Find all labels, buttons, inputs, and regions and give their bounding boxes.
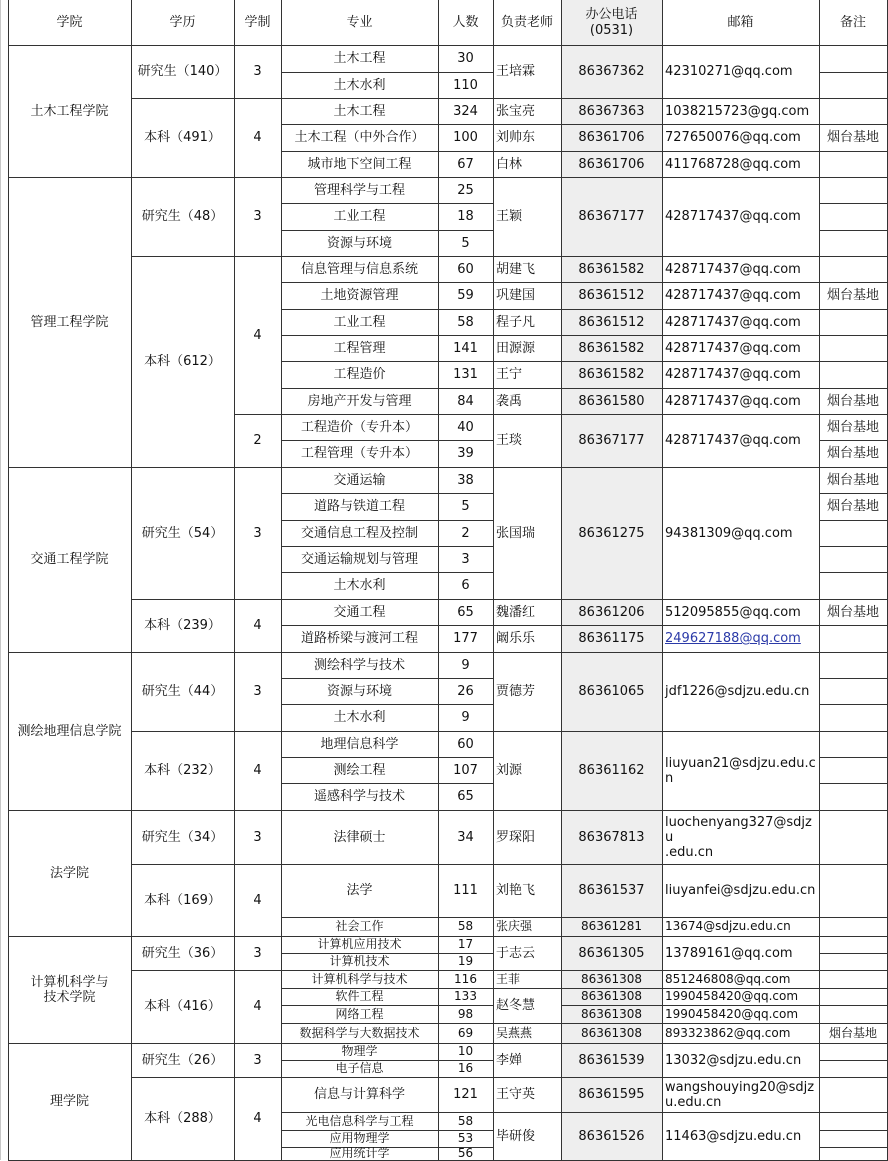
count-cell: 6 <box>461 578 470 593</box>
email-cell: 13789161@qq.com <box>665 945 793 961</box>
major-cell: 计算机技术 <box>329 954 390 968</box>
count-cell: 10 <box>457 1044 474 1058</box>
note-cell <box>819 864 887 917</box>
phone-cell: 86361175 <box>578 631 645 646</box>
note-cell <box>819 953 887 970</box>
note-cell <box>819 1043 887 1060</box>
teacher-cell: 田源源 <box>496 340 536 356</box>
phone-cell: 86361275 <box>578 525 645 541</box>
email-cell: 428717437@qq.com <box>665 209 801 224</box>
years-cell: 3 <box>253 1052 262 1068</box>
major-cell: 应用物理学 <box>329 1131 390 1145</box>
header-years: 学制 <box>244 15 271 30</box>
phone-cell: 86361706 <box>578 156 645 172</box>
count-cell: 69 <box>457 1025 474 1040</box>
email-cell: 893323862@qq.com <box>665 1025 791 1040</box>
count-cell: 111 <box>453 883 478 898</box>
major-cell: 测绘工程 <box>333 762 386 778</box>
major-cell: 工程造价（专升本） <box>300 419 418 435</box>
note-cell <box>819 45 887 72</box>
count-cell: 34 <box>457 829 474 845</box>
teacher-cell: 赵冬慧 <box>496 998 536 1013</box>
count-cell: 65 <box>457 789 474 804</box>
note-cell <box>819 177 887 203</box>
years-cell: 3 <box>253 525 262 541</box>
count-cell: 107 <box>453 762 478 778</box>
college-cell: 土木工程学院 <box>30 103 109 119</box>
email-cell: wangshouying20@sdjz u.edu.cn <box>665 1079 815 1110</box>
major-cell: 法学 <box>346 883 373 898</box>
count-cell: 65 <box>457 604 474 620</box>
phone-cell: 86367177 <box>578 209 645 224</box>
count-cell: 58 <box>457 919 474 933</box>
teacher-cell: 张宝亮 <box>496 103 536 119</box>
teacher-cell: 张庆强 <box>496 919 533 933</box>
phone-cell: 86361206 <box>578 604 645 620</box>
count-cell: 141 <box>453 340 478 356</box>
major-cell: 土木工程（中外合作） <box>294 130 425 145</box>
major-cell: 网络工程 <box>335 1006 384 1021</box>
teacher-cell: 王菲 <box>496 971 521 986</box>
years-cell: 4 <box>253 892 262 908</box>
header-email: 邮箱 <box>727 15 754 30</box>
note-cell <box>819 678 887 704</box>
teacher-cell: 王宁 <box>496 367 523 382</box>
major-cell: 土木水利 <box>333 710 386 725</box>
phone-cell: 86361308 <box>580 971 643 986</box>
note-cell: 烟台基地 <box>826 288 879 303</box>
count-cell: 39 <box>457 446 474 461</box>
phone-cell: 86361582 <box>578 367 645 382</box>
teacher-cell: 罗琛阳 <box>496 829 536 845</box>
level-cell: 本科（239） <box>144 618 221 633</box>
note-cell: 烟台基地 <box>828 1025 877 1040</box>
major-cell: 资源与环境 <box>326 235 392 251</box>
note-cell: 烟台基地 <box>826 604 879 620</box>
major-cell: 光电信息科学与工程 <box>305 1113 414 1128</box>
count-cell: 324 <box>453 103 478 119</box>
phone-cell: 86361512 <box>578 288 645 303</box>
phone-cell: 86361512 <box>578 314 645 330</box>
note-cell <box>819 1130 887 1147</box>
count-cell: 16 <box>457 1061 474 1075</box>
major-cell: 计算机科学与技术 <box>311 971 408 986</box>
major-cell: 土地资源管理 <box>320 288 399 303</box>
count-cell: 19 <box>457 954 474 968</box>
major-cell: 工业工程 <box>333 209 386 224</box>
note-cell <box>819 151 887 177</box>
email-cell: 11463@sdjzu.edu.cn <box>665 1128 802 1144</box>
note-cell <box>819 936 887 953</box>
teacher-cell: 刘帅东 <box>496 130 536 145</box>
major-cell: 工程造价 <box>333 367 386 382</box>
college-cell: 理学院 <box>49 1094 89 1109</box>
email-cell[interactable]: 249627188@qq.com <box>665 631 801 646</box>
level-cell: 本科（288） <box>144 1111 221 1126</box>
teacher-cell: 于志云 <box>496 945 536 961</box>
note-cell <box>819 309 887 335</box>
major-cell: 社会工作 <box>335 919 384 933</box>
phone-cell: 86361706 <box>578 130 645 145</box>
level-cell: 研究生（48） <box>141 209 224 224</box>
major-cell: 交通运输 <box>333 472 386 488</box>
count-cell: 3 <box>461 551 470 567</box>
count-cell: 17 <box>457 937 474 951</box>
teacher-cell: 刘源 <box>496 763 523 778</box>
count-cell: 40 <box>457 419 474 435</box>
grid-line <box>281 0 282 1160</box>
major-cell: 房地产开发与管理 <box>307 393 412 409</box>
count-cell: 18 <box>457 209 474 224</box>
teacher-cell: 王琰 <box>496 433 523 448</box>
phone-cell: 86361539 <box>578 1052 645 1068</box>
count-cell: 177 <box>453 631 478 646</box>
note-cell <box>819 203 887 230</box>
level-cell: 研究生（54） <box>141 525 224 541</box>
major-cell: 工程管理（专升本） <box>300 446 418 461</box>
years-cell: 2 <box>253 433 262 448</box>
major-cell: 物理学 <box>341 1044 378 1058</box>
grid-line <box>561 0 562 1160</box>
major-cell: 应用统计学 <box>329 1147 390 1160</box>
phone-cell: 86361595 <box>578 1087 645 1102</box>
level-cell: 本科（169） <box>144 892 221 908</box>
count-cell: 67 <box>457 156 474 172</box>
years-cell: 4 <box>253 1111 262 1126</box>
note-cell <box>819 970 887 988</box>
years-cell: 3 <box>253 684 262 699</box>
college-cell: 计算机科学与 技术学院 <box>30 974 109 1005</box>
college-cell: 测绘地理信息学院 <box>17 723 122 739</box>
grid-line <box>438 0 439 1160</box>
note-cell: 烟台基地 <box>826 130 879 145</box>
years-cell: 4 <box>253 618 262 633</box>
count-cell: 121 <box>453 1087 478 1102</box>
years-cell: 3 <box>253 209 262 224</box>
email-cell: 1990458420@qq.com <box>665 1006 799 1021</box>
phone-cell: 86361582 <box>578 261 645 277</box>
teacher-cell: 毕研俊 <box>496 1128 536 1144</box>
note-cell <box>819 783 887 810</box>
years-cell: 4 <box>253 763 262 778</box>
note-cell: 烟台基地 <box>826 393 879 409</box>
grid-line <box>0 0 1 1160</box>
note-cell <box>819 546 887 572</box>
email-cell: 428717437@qq.com <box>665 288 801 303</box>
teacher-cell: 张国瑞 <box>496 525 536 541</box>
grid-line <box>662 0 663 1160</box>
teacher-cell: 白林 <box>496 156 523 172</box>
note-cell <box>819 1147 887 1160</box>
email-cell: 727650076@qq.com <box>665 130 801 145</box>
major-cell: 信息与计算科学 <box>313 1087 405 1102</box>
header-college: 学院 <box>56 15 83 30</box>
teacher-cell: 巩建国 <box>496 288 536 303</box>
count-cell: 98 <box>457 1006 474 1021</box>
grid-line <box>493 0 494 1160</box>
major-cell: 电子信息 <box>335 1061 384 1075</box>
level-cell: 本科（491） <box>144 130 221 145</box>
count-cell: 60 <box>457 736 474 752</box>
major-cell: 交通工程 <box>333 604 386 620</box>
email-cell: 428717437@qq.com <box>665 261 801 277</box>
phone-cell: 86361305 <box>578 945 645 961</box>
major-cell: 数据科学与大数据技术 <box>299 1025 420 1040</box>
major-cell: 工程管理 <box>333 340 386 356</box>
count-cell: 110 <box>453 77 478 93</box>
major-cell: 测绘科学与技术 <box>313 657 405 673</box>
phone-cell: 86361308 <box>580 989 643 1003</box>
count-cell: 58 <box>457 1113 474 1128</box>
header-teacher: 负责老师 <box>500 15 553 30</box>
note-cell <box>819 731 887 757</box>
email-cell: 512095855@qq.com <box>665 604 801 620</box>
header-major: 专业 <box>346 15 373 30</box>
years-cell: 3 <box>253 64 262 79</box>
college-cell: 交通工程学院 <box>30 552 109 567</box>
phone-cell: 86361580 <box>578 393 645 409</box>
phone-cell: 86367362 <box>578 64 645 79</box>
teacher-cell: 袭禹 <box>496 393 523 409</box>
phone-cell: 86367363 <box>578 103 645 119</box>
email-cell: 428717437@qq.com <box>665 340 801 356</box>
note-cell <box>819 256 887 282</box>
email-cell: 1038215723@gq.com <box>665 103 810 119</box>
major-cell: 道路桥梁与渡河工程 <box>300 631 418 646</box>
major-cell: 遥感科学与技术 <box>313 789 405 804</box>
note-cell <box>819 335 887 361</box>
count-cell: 58 <box>457 314 474 330</box>
level-cell: 本科（416） <box>144 999 221 1014</box>
level-cell: 研究生（140） <box>137 64 228 79</box>
note-cell <box>819 652 887 678</box>
email-cell: 851246808@qq.com <box>665 971 791 986</box>
note-cell <box>819 98 887 124</box>
major-cell: 计算机应用技术 <box>317 937 402 951</box>
count-cell: 56 <box>457 1147 474 1160</box>
count-cell: 26 <box>457 683 474 699</box>
count-cell: 60 <box>457 261 474 277</box>
teacher-cell: 程子凡 <box>496 314 536 330</box>
email-cell: 13032@sdjzu.edu.cn <box>665 1052 802 1068</box>
teacher-cell: 阚乐乐 <box>496 631 536 646</box>
note-cell <box>819 361 887 388</box>
phone-cell: 86361162 <box>578 763 645 778</box>
count-cell: 38 <box>457 472 474 488</box>
level-cell: 研究生（36） <box>141 945 224 961</box>
email-cell: 411768728@qq.com <box>665 156 801 172</box>
phone-cell: 86367813 <box>578 829 645 845</box>
teacher-cell: 刘艳飞 <box>496 883 536 898</box>
note-cell <box>819 1005 887 1023</box>
count-cell: 25 <box>457 182 474 198</box>
years-cell: 3 <box>253 829 262 845</box>
count-cell: 116 <box>454 971 477 986</box>
college-cell: 法学院 <box>49 865 89 881</box>
teacher-cell: 胡建飞 <box>496 261 536 277</box>
grid-line <box>819 0 820 1160</box>
teacher-cell: 魏潘红 <box>496 604 536 620</box>
years-cell: 4 <box>253 130 262 145</box>
grid-line <box>493 1023 562 1024</box>
major-cell: 管理科学与工程 <box>313 182 405 198</box>
grid-line <box>8 0 9 1160</box>
years-cell: 3 <box>253 945 262 961</box>
major-cell: 城市地下空间工程 <box>307 156 412 172</box>
level-cell: 研究生（26） <box>141 1052 224 1068</box>
note-cell <box>819 1112 887 1130</box>
phone-cell: 86361537 <box>578 883 645 898</box>
major-cell: 地理信息科学 <box>320 736 399 752</box>
level-cell: 研究生（34） <box>141 829 224 845</box>
email-cell: 428717437@qq.com <box>665 433 801 448</box>
phone-cell: 86361526 <box>578 1128 645 1144</box>
count-cell: 5 <box>461 235 470 251</box>
grid-line <box>131 0 132 1160</box>
count-cell: 53 <box>457 1131 474 1145</box>
teacher-cell: 吴燕燕 <box>496 1025 533 1040</box>
major-cell: 工业工程 <box>333 314 386 330</box>
note-cell <box>819 72 887 98</box>
note-cell: 烟台基地 <box>826 446 879 461</box>
note-cell <box>819 988 887 1005</box>
major-cell: 道路与铁道工程 <box>313 499 405 514</box>
count-cell: 133 <box>454 989 477 1003</box>
email-cell: 428717437@qq.com <box>665 314 801 330</box>
major-cell: 法律硕士 <box>333 829 386 845</box>
count-cell: 2 <box>461 525 470 541</box>
header-phone: 办公电话 (0531) <box>561 0 662 45</box>
note-cell <box>819 757 887 783</box>
phone-cell: 86361281 <box>580 919 643 933</box>
major-cell: 资源与环境 <box>326 683 392 699</box>
count-cell: 5 <box>461 499 470 514</box>
years-cell: 4 <box>253 999 262 1014</box>
count-cell: 30 <box>457 51 474 66</box>
note-cell <box>819 1077 887 1112</box>
grid-line <box>234 0 235 1160</box>
note-cell: 烟台基地 <box>826 499 879 514</box>
level-cell: 研究生（44） <box>141 684 224 699</box>
note-cell <box>819 520 887 546</box>
phone-cell: 86367177 <box>578 433 645 448</box>
header-notes: 备注 <box>839 15 866 30</box>
email-cell: 428717437@qq.com <box>665 393 801 409</box>
major-cell: 土木工程 <box>333 103 386 119</box>
teacher-cell: 李婵 <box>496 1052 523 1068</box>
major-cell: 土木水利 <box>333 578 386 593</box>
major-cell: 软件工程 <box>335 989 384 1003</box>
count-cell: 100 <box>453 130 478 145</box>
note-cell <box>819 704 887 731</box>
count-cell: 84 <box>457 393 474 409</box>
teacher-cell: 王守英 <box>496 1087 536 1102</box>
teacher-cell: 王颖 <box>496 209 523 224</box>
header-count: 人数 <box>452 15 479 30</box>
email-cell: 13674@sdjzu.edu.cn <box>665 919 791 933</box>
email-cell: 428717437@qq.com <box>665 367 801 382</box>
phone-cell: 86361308 <box>580 1006 643 1021</box>
note-cell: 烟台基地 <box>826 472 879 488</box>
header-level: 学历 <box>169 15 196 30</box>
email-cell: liuyuan21@sdjzu.edu.c n <box>665 755 816 786</box>
note-cell <box>819 1060 887 1077</box>
count-cell: 131 <box>453 367 478 382</box>
major-cell: 交通运输规划与管理 <box>300 551 418 567</box>
email-cell: 42310271@qq.com <box>665 64 793 79</box>
count-cell: 59 <box>457 288 474 303</box>
major-cell: 交通信息工程及控制 <box>300 525 418 541</box>
level-cell: 本科（612） <box>144 354 221 369</box>
phone-cell: 86361308 <box>580 1025 643 1040</box>
major-cell: 土木工程 <box>333 51 386 66</box>
email-cell: luochenyang327@sdjzu .edu.cn <box>665 814 812 860</box>
note-cell: 烟台基地 <box>826 419 879 435</box>
note-cell <box>819 917 887 936</box>
level-cell: 本科（232） <box>144 763 221 778</box>
count-cell: 9 <box>461 657 470 673</box>
note-cell <box>819 625 887 652</box>
teacher-cell: 王培霖 <box>496 64 536 79</box>
email-cell: jdf1226@sdjzu.edu.cn <box>665 684 810 699</box>
note-cell <box>819 572 887 599</box>
phone-cell: 86361582 <box>578 340 645 356</box>
email-cell: liuyanfei@sdjzu.edu.cn <box>665 883 816 898</box>
years-cell: 4 <box>253 327 262 343</box>
count-cell: 9 <box>461 710 470 725</box>
email-cell: 94381309@qq.com <box>665 525 793 541</box>
teacher-cell: 贾德芳 <box>496 684 536 699</box>
major-cell: 土木水利 <box>333 77 386 93</box>
college-cell: 管理工程学院 <box>30 314 109 330</box>
phone-cell: 86361065 <box>578 684 645 699</box>
email-cell: 1990458420@qq.com <box>665 989 799 1003</box>
note-cell <box>819 230 887 256</box>
grid-line <box>8 45 888 46</box>
note-cell <box>819 810 887 864</box>
major-cell: 信息管理与信息系统 <box>300 261 418 277</box>
